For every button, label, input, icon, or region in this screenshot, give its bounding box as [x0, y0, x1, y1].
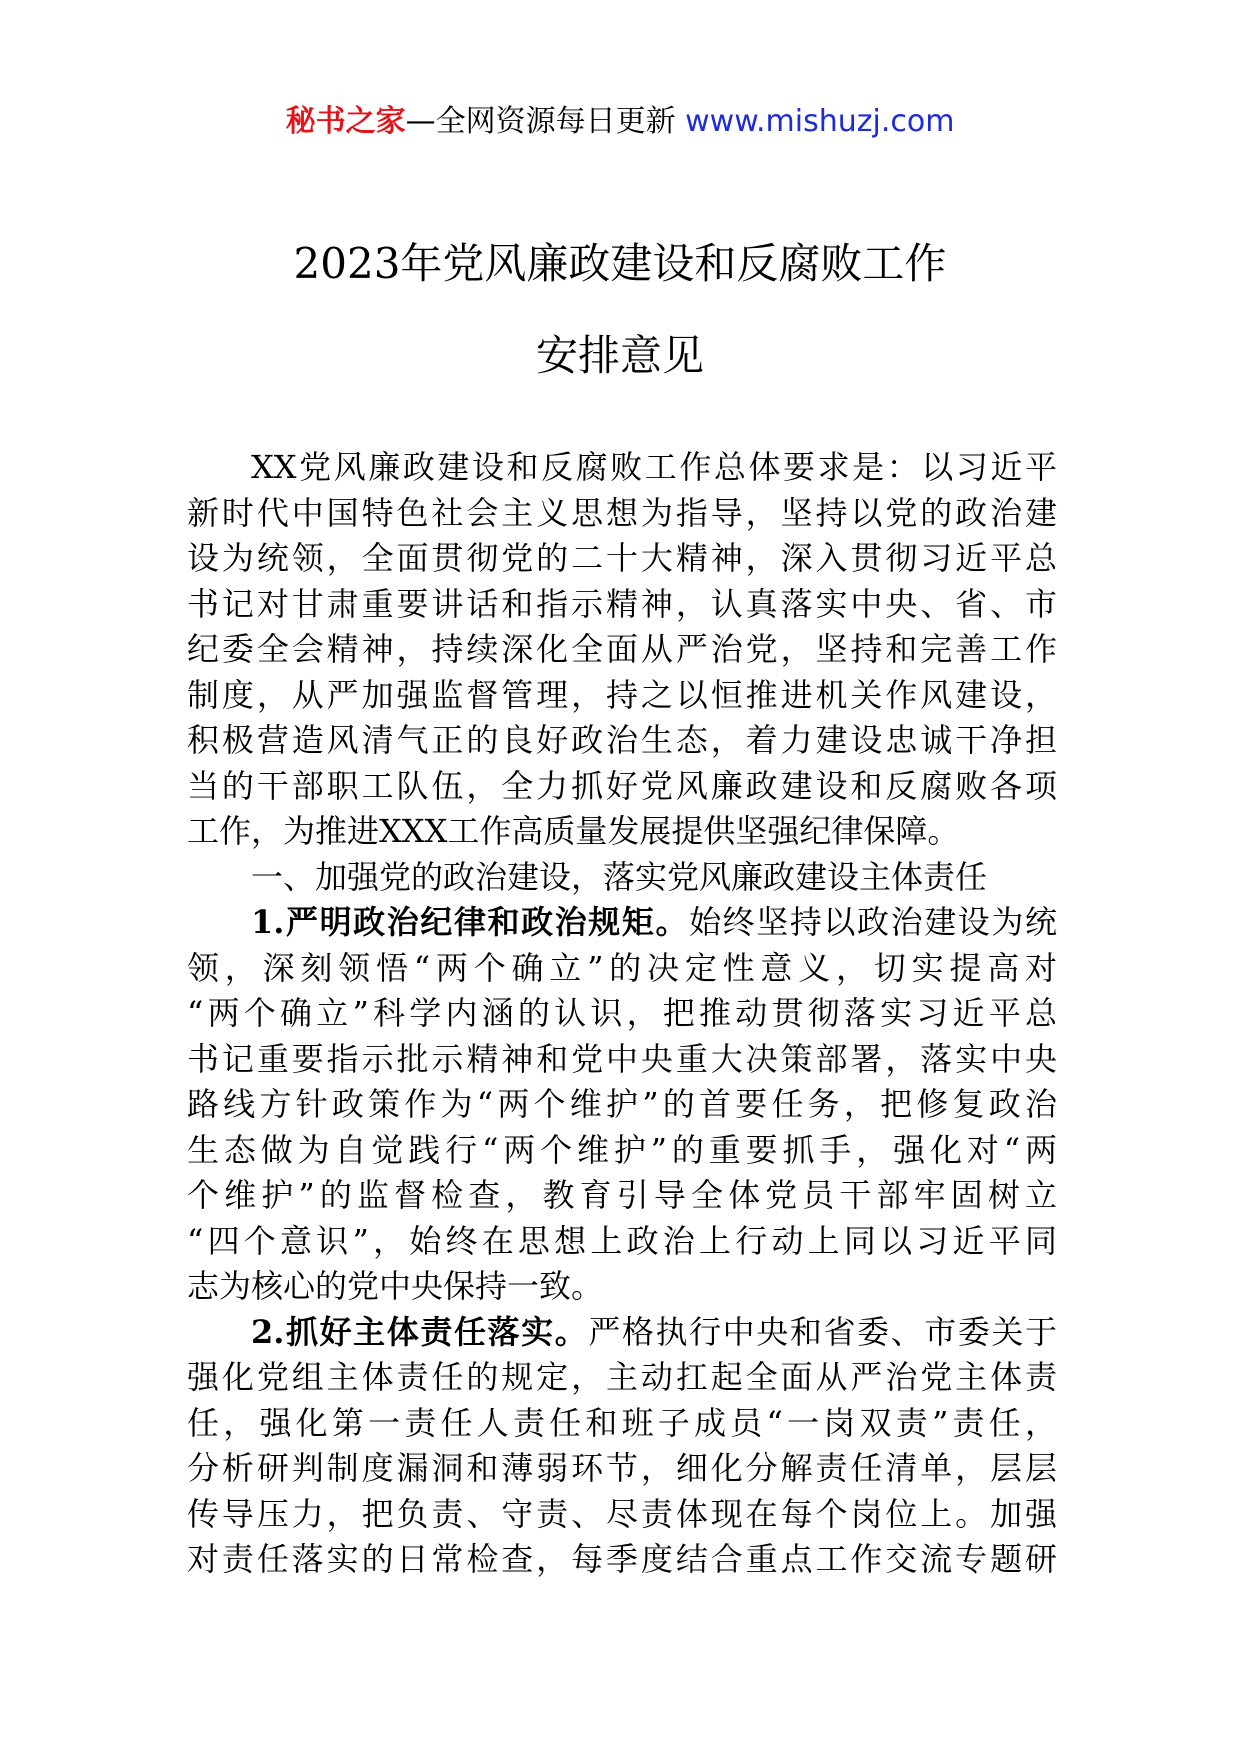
document-title-line-1: 2023年党风廉政建设和反腐败工作 — [293, 239, 947, 288]
item1-line: 志为核心的党中央保持一致。 — [187, 1267, 604, 1305]
item2-line: 传导压力，把负责、守责、尽责体现在每个岗位上。加强 — [187, 1494, 1057, 1533]
item2-line: 强化党组主体责任的规定，主动扛起全面从严治党主体责 — [187, 1358, 1057, 1396]
item1-line: 路线方针政策作为“两个维护”的首要任务，把修复政治 — [187, 1085, 1057, 1123]
intro-line: 纪委全会精神，持续深化全面从严治党，坚持和完善工作 — [187, 630, 1057, 668]
document-title-line-2: 安排意见 — [535, 331, 704, 380]
intro-line: 新时代中国特色社会主义思想为指导，坚持以党的政治建 — [187, 493, 1057, 532]
site-brand: 秘书之家 — [285, 104, 406, 139]
item2-text: 严格执行中央和省委、市委关于 — [588, 1312, 1057, 1351]
intro-line: 当的干部职工队伍，全力抓好党风廉政建设和反腐败各项 — [187, 766, 1057, 805]
item2-line: 对责任落实的日常检查，每季度结合重点工作交流专题研 — [187, 1540, 1057, 1578]
item1-line: 书记重要指示批示精神和党中央重大决策部署，落实中央 — [187, 1039, 1057, 1078]
item2-line: 任，强化第一责任人责任和班子成员“一岗双责”责任， — [187, 1403, 1057, 1442]
intro-line: 积极营造风清气正的良好政治生态，着力建设忠诚干净担 — [187, 721, 1057, 759]
site-header — [0, 100, 1240, 144]
site-slogan: —全网资源每日更新 — [405, 104, 686, 139]
item2-first-line — [187, 1310, 1057, 1356]
section-heading: 一、加强党的政治建设，落实党风廉政建设主体责任 — [251, 857, 988, 896]
item1-line: “四个意识”，始终在思想上政治上行动上同以习近平同 — [187, 1221, 1057, 1260]
document-body — [187, 445, 1057, 1583]
intro-line: 书记对甘肃重要讲话和指示精神，认真落实中央、省、市 — [187, 584, 1057, 623]
item1-text: 始终坚持以政治建设为统 — [689, 903, 1057, 941]
item2-label: 2.抓好主体责任落实。 — [251, 1312, 589, 1351]
item1-label: 1.严明政治纪律和政治规矩。 — [251, 903, 690, 941]
site-url-link[interactable]: www.mishuzj.com — [685, 104, 955, 139]
item1-line: 生态做为自觉践行“两个维护”的重要抓手，强化对“两 — [187, 1130, 1057, 1169]
item1-line: “两个确立”科学内涵的认识，把推动贯彻落实习近平总 — [187, 994, 1057, 1032]
intro-line: 工作，为推进XXX工作高质量发展提供坚强纪律保障。 — [187, 812, 960, 850]
item2-line: 分析研判制度漏洞和薄弱环节，细化分解责任清单，层层 — [187, 1449, 1057, 1487]
item1-first-line — [187, 900, 1057, 946]
intro-line: 设为统领，全面贯彻党的二十大精神，深入贯彻习近平总 — [187, 539, 1057, 577]
intro-line: 制度，从严加强监督管理，持之以恒推进机关作风建设， — [187, 675, 1057, 714]
item1-line: 领，深刻领悟“两个确立”的决定性意义，切实提高对 — [187, 948, 1057, 987]
intro-line: XX党风廉政建设和反腐败工作总体要求是：以习近平 — [251, 448, 1057, 486]
item1-line: 个维护”的监督检查，教育引导全体党员干部牢固树立 — [187, 1176, 1057, 1214]
